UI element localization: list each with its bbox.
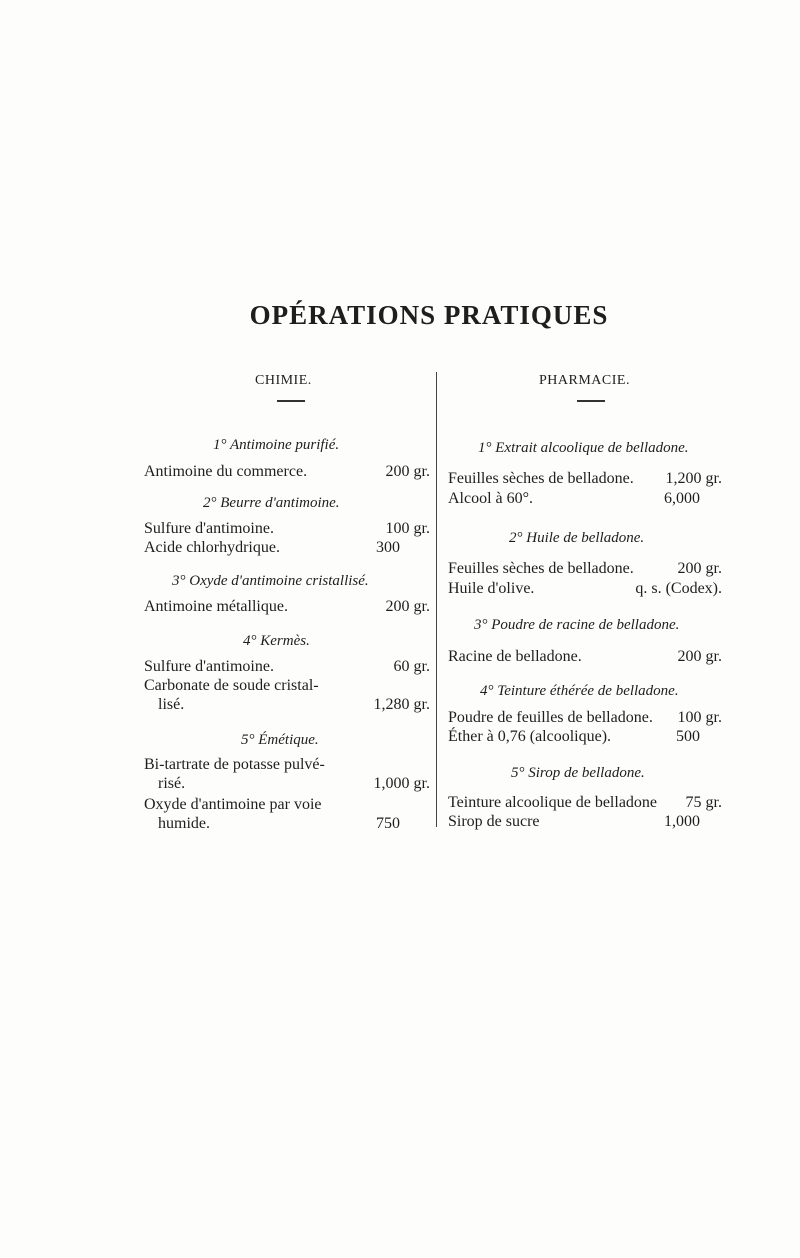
ingredient-name: Feuilles sèches de belladone.	[448, 560, 634, 577]
ingredient-name: humide.	[158, 815, 210, 832]
ingredient-name: risé.	[158, 775, 186, 792]
ingredient-name: Carbonate de soude cristal-	[144, 677, 319, 694]
section-heading: 5° Émétique.	[241, 732, 319, 748]
ingredient-quantity: 100 gr.	[385, 520, 430, 537]
ingredient-quantity: 1,000	[664, 813, 700, 830]
ingredient-name: Sulfure d'antimoine.	[144, 520, 274, 537]
ingredient-quantity: q. s. (Codex).	[635, 580, 722, 597]
ingredient-quantity: 60 gr.	[393, 658, 430, 675]
section-heading: 3° Poudre de racine de belladone.	[474, 617, 680, 633]
ingredient-name: Racine de belladone.	[448, 648, 582, 665]
column-divider	[436, 372, 437, 827]
ingredient-name: Huile d'olive.	[448, 580, 535, 597]
section-heading: 1° Extrait alcoolique de belladone.	[478, 440, 689, 456]
section-heading: 1° Antimoine purifié.	[213, 437, 340, 453]
section-heading: 2° Beurre d'antimoine.	[203, 495, 340, 511]
ingredient-name: Feuilles sèches de belladone.	[448, 470, 634, 487]
ingredient-name: Alcool à 60°.	[448, 490, 534, 507]
right-header-dash	[577, 400, 605, 402]
ingredient-quantity: 500	[676, 728, 700, 745]
ingredient-name: Sirop de sucre	[448, 813, 540, 830]
section-heading: 5° Sirop de belladone.	[511, 765, 645, 781]
section-heading: 2° Huile de belladone.	[509, 530, 645, 546]
ingredient-quantity: 1,000 gr.	[373, 775, 430, 792]
page-title: OPÉRATIONS PRATIQUES	[249, 300, 609, 330]
ingredient-quantity: 200 gr.	[385, 463, 430, 480]
ingredient-quantity: 1,200 gr.	[665, 470, 722, 487]
ingredient-quantity: 6,000	[664, 490, 700, 507]
ingredient-quantity: 75 gr.	[685, 794, 722, 811]
ingredient-name: Éther à 0,76 (alcoolique).	[448, 728, 612, 745]
right-column-header: PHARMACIE.	[539, 373, 630, 388]
ingredient-quantity: 200 gr.	[385, 598, 430, 615]
section-heading: 3° Oxyde d'antimoine cristallisé.	[172, 573, 369, 589]
ingredient-name: Bi-tartrate de potasse pulvé-	[144, 756, 325, 773]
left-header-dash	[277, 400, 305, 402]
ingredient-name: Acide chlorhydrique.	[144, 539, 280, 556]
ingredient-name: lisé.	[158, 696, 185, 713]
ingredient-name: Poudre de feuilles de belladone.	[448, 709, 653, 726]
ingredient-quantity: 200 gr.	[677, 648, 722, 665]
section-heading: 4° Kermès.	[243, 633, 310, 649]
ingredient-name: Antimoine métallique.	[144, 598, 288, 615]
ingredient-name: Teinture alcoolique de belladone	[448, 794, 658, 811]
ingredient-quantity: 300	[376, 539, 400, 556]
ingredient-quantity: 200 gr.	[677, 560, 722, 577]
ingredient-quantity: 1,280 gr.	[373, 696, 430, 713]
ingredient-name: Oxyde d'antimoine par voie	[144, 796, 322, 813]
ingredient-quantity: 750	[376, 815, 400, 832]
left-column-header: CHIMIE.	[255, 373, 312, 388]
ingredient-name: Sulfure d'antimoine.	[144, 658, 274, 675]
ingredient-quantity: 100 gr.	[677, 709, 722, 726]
section-heading: 4° Teinture éthérée de belladone.	[480, 683, 679, 699]
ingredient-name: Antimoine du commerce.	[144, 463, 308, 480]
